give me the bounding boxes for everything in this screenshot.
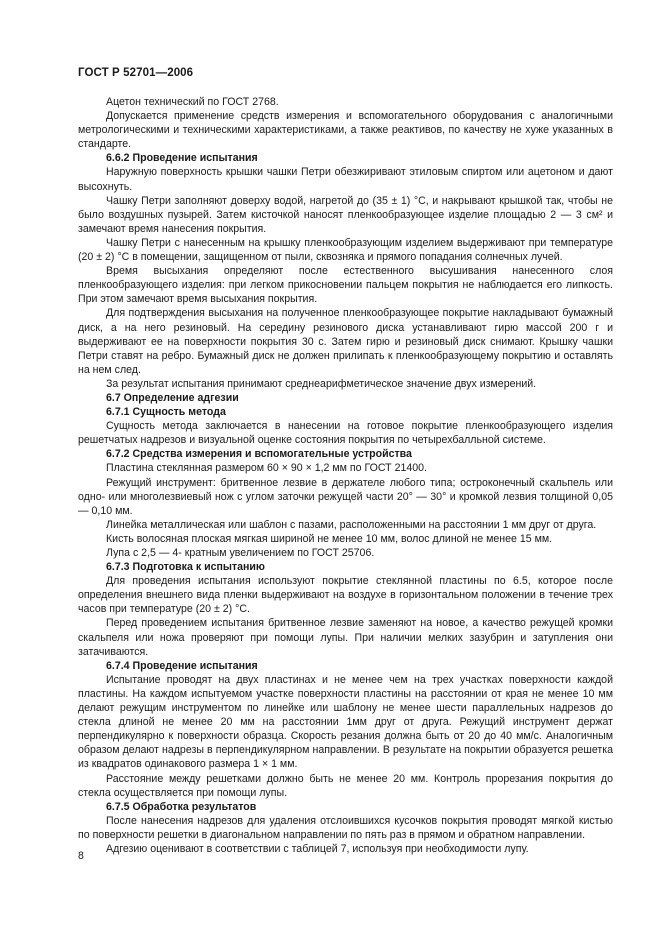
body-paragraph: Чашку Петри заполняют доверху водой, нагретой до (35 ± 1) °С, и накрывают крышкой так, чтобы не было воздушных пузырей. Затем кисточкой наносят пленкообразующее изделие площадью 2 — 3 см² и замечают время нанесения покрытия. [78, 194, 613, 235]
section-heading-6-7-4: 6.7.4 Проведение испытания [106, 659, 258, 672]
body-paragraph: Режущий инструмент: бритвенное лезвие в держателе любого типа; остроконечный скальпель или одно- или многолезвиевый нож с углом заточки режущей части 20° — 30° и кромкой лезвия толщиной 0,05 — 0,10 мм. [78, 476, 613, 517]
body-paragraph: Перед проведением испытания бритвенное лезвие заменяют на новое, а качество режущей кромки скальпеля или ножа проверяют при помощи лупы. При наличии мелких зазубрин и затупления они затачиваются. [78, 617, 613, 658]
body-paragraph: Испытание проводят на двух пластинах и не менее чем на трех участках поверхности каждой пластины. На каждом испытуемом участке поверхности пластины на расстоянии от края не менее 10 мм делают режущим инструментом по линейке или шаблону не менее шести параллельных надрезов до стекла длиной не менее 20 мм на расстоянии 1мм друг от друга. Режущий инструмент держат перпендикулярно к поверхности образца. Скорость резания должна быть от 20 до 40 мм/с. Аналогичным образом делают надрезы в перпендикулярном направлении. В результате на покрытии образуется решетка из квадратов одинакового размера 1 × 1 мм. [78, 673, 613, 771]
body-paragraph: Кисть волосяная плоская мягкая шириной не менее 10 мм, волос длиной не менее 15 мм. [106, 532, 553, 545]
section-heading-6-7-3: 6.7.3 Подготовка к испытанию [106, 561, 265, 574]
body-paragraph: Наружную поверхность крышки чашки Петри обезжиривают этиловым спиртом или ацетоном и дают высохнуть. [78, 166, 613, 193]
body-paragraph: Для подтверждения высыхания на полученное пленкообразующее покрытие накладывают бумажный диск, а на него резиновый. На середину резинового диска устанавливают гирю массой 200 г и выдерживают ее на поверхности покрытия 30 с. Затем гирю и резиновый диск снимают. Крышку чашки Петри ставят на ребро. Бумажный диск не должен прилипать к пленкообразующему покрытию и оставлять на нем след. [78, 307, 613, 376]
standard-header: ГОСТ Р 52701—2006 [78, 67, 194, 79]
section-heading-6-7: 6.7 Определение адгезии [106, 391, 239, 404]
body-paragraph: Допускается применение средств измерения и вспомогательного оборудования с аналогичными метрологическими и техническими характеристиками, а также реактивов, по качеству не хуже указанных в стандарте. [78, 110, 613, 151]
section-heading-6-7-5: 6.7.5 Обработка результатов [106, 800, 257, 813]
body-paragraph: Время высыхания определяют после естественного высушивания нанесенного слоя пленкообразующего изделия: при легком прикосновении пальцем покрытия не наблюдается его липкость. При этом замечают время высыхания покрытия. [78, 265, 613, 306]
body-paragraph: Ацетон технический по ГОСТ 2768. [106, 96, 279, 108]
body-paragraph: Линейка металлическая или шаблон с пазами, расположенными на расстоянии 1 мм друг от друга. [106, 518, 597, 531]
section-heading-6-7-1: 6.7.1 Сущность метода [106, 406, 226, 419]
body-paragraph: После нанесения надрезов для удаления отслоившихся кусочков покрытия проводят мягкой кистью по поверхности решетки в диагональном направлении по пять раз в прямом и обратном направлении. [78, 814, 613, 841]
document-body [78, 95, 613, 856]
body-paragraph: За результат испытания принимают среднеарифметическое значение двух измерений. [106, 377, 537, 390]
body-paragraph: Для проведения испытания используют покрытие стеклянной пластины по 6.5, которое после определения внешнего вида пленки выдерживают на воздухе в горизонтальном положении в течение трех часов при температуре (20 ± 2) °С. [78, 575, 613, 616]
body-paragraph: Чашку Петри с нанесенным на крышку пленкообразующим изделием выдерживают при температуре (20 ± 2) °С в помещении, защищенном от пыли, сквозняка и прямого попадания солнечных лучей. [78, 236, 613, 264]
body-paragraph: Расстояние между решетками должно быть не менее 20 мм. Контроль прорезания покрытия до стекла осуществляется при помощи лупы. [78, 772, 613, 799]
body-paragraph: Пластина стеклянная размером 60 × 90 × 1,2 мм по ГОСТ 21400. [106, 462, 427, 475]
body-paragraph: Лупа с 2,5 — 4- кратным увеличением по ГОСТ 25706. [106, 547, 375, 559]
section-heading-6-7-2: 6.7.2 Средства измерения и вспомогательные устройства [106, 448, 412, 461]
body-paragraph: Сущность метода заключается в нанесении на готовое покрытие пленкообразующего изделия решетчатых надрезов и визуальной оценке состояния покрытия по четырехбалльной системе. [78, 420, 613, 447]
page-number: 8 [78, 850, 84, 862]
body-paragraph: Адгезию оценивают в соответствии с таблицей 7, используя при необходимости лупу. [106, 842, 529, 855]
section-heading-6-6-2: 6.6.2 Проведение испытания [106, 152, 258, 165]
